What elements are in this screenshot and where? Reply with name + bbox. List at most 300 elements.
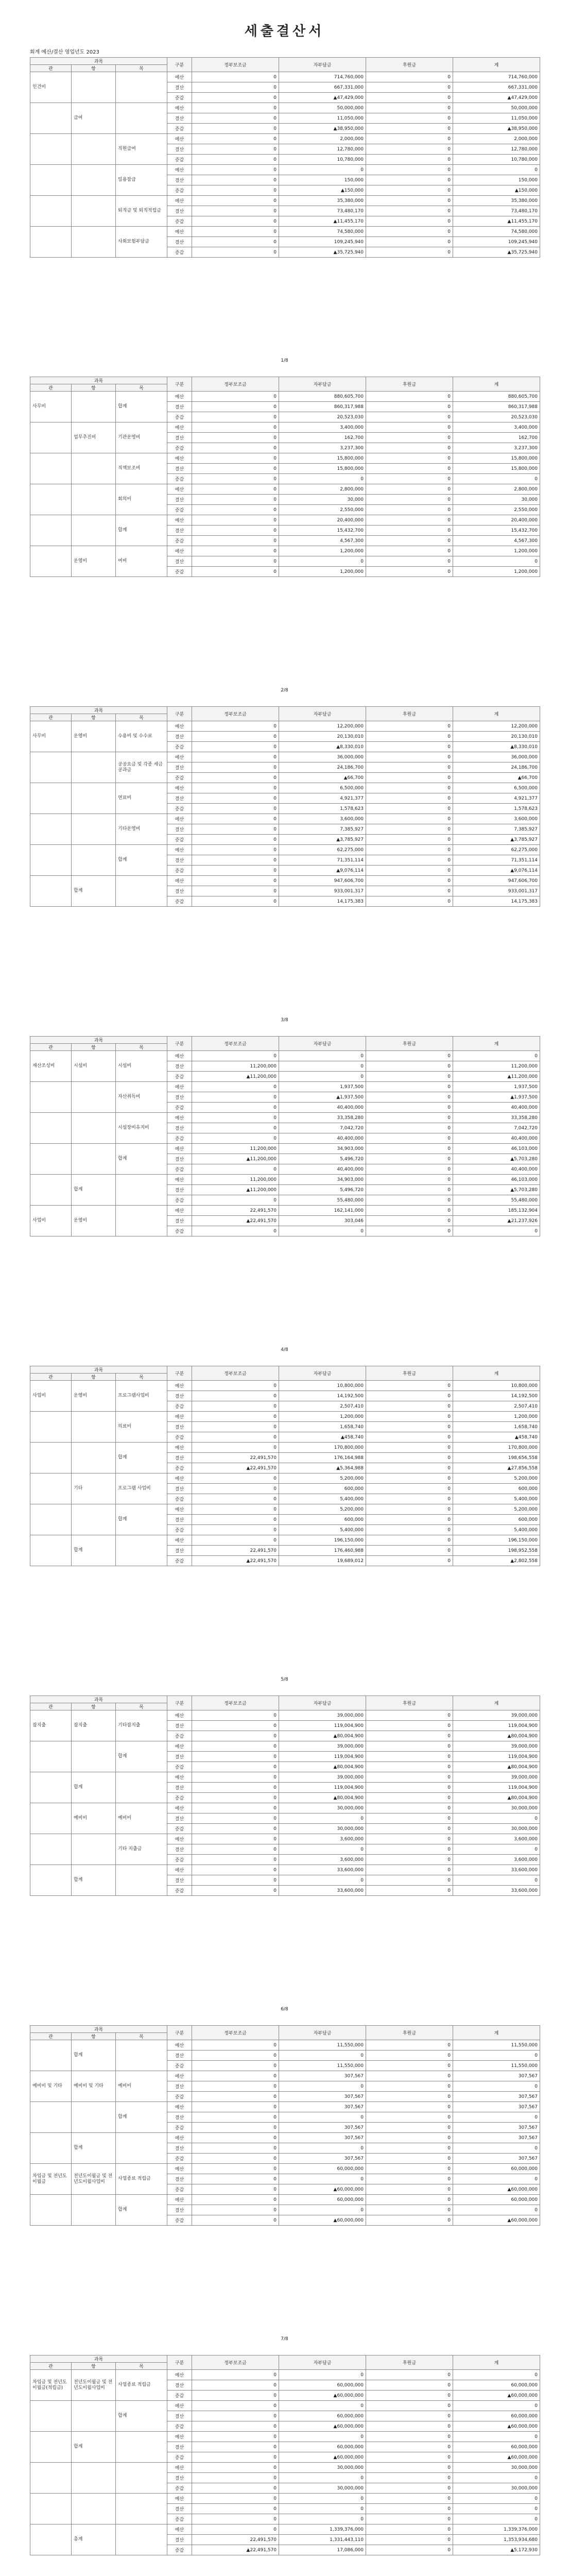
amount-cell: 2,550,000 [453,505,540,515]
amount-cell: 0 [279,474,366,484]
amount-cell: 0 [279,2432,366,2442]
row-kind: 결산 [167,2473,192,2483]
statement-page [0,1696,569,2025]
amount-cell: 30,000,000 [279,1824,366,1834]
amount-cell: 0 [366,433,453,443]
row-kwan [30,546,72,577]
amount-cell: 0 [192,845,279,855]
amount-cell: 0 [279,2514,366,2524]
header-group: 과목 [30,1366,167,1374]
amount-cell: 0 [453,1875,540,1886]
amount-cell: 1,200,000 [279,546,366,556]
amount-cell: 2,800,000 [453,484,540,495]
amount-cell: 196,150,000 [279,1535,366,1546]
row-mok [116,1535,167,1566]
row-kind: 예산 [167,1535,192,1546]
amount-cell: 119,004,900 [453,1721,540,1731]
amount-cell: 0 [366,793,453,804]
statement-page [0,1036,569,1366]
amount-cell: 0 [366,1834,453,1844]
amount-cell: 0 [453,2504,540,2514]
amount-cell: 0 [279,2050,366,2061]
amount-cell: 6,500,000 [279,783,366,793]
table-row [30,2164,540,2174]
amount-cell: 0 [366,1154,453,1164]
row-mok: 퇴직금 및 퇴직적립금 [116,196,167,227]
amount-cell: 667,331,000 [279,82,366,93]
amount-cell: 0 [366,866,453,876]
amount-cell: 5,200,000 [279,1504,366,1515]
amount-cell: 50,000,000 [279,103,366,113]
amount-cell: 60,000,000 [279,2380,366,2391]
amount-cell: 0 [366,835,453,845]
row-kwan [30,2524,72,2555]
row-mok [116,2463,167,2494]
row-kwan [30,227,72,258]
row-kind: 결산 [167,556,192,567]
amount-cell: 0 [192,1443,279,1453]
amount-cell: 15,800,000 [453,464,540,474]
amount-cell: 60,000,000 [279,2195,366,2205]
amount-cell: 0 [366,1422,453,1432]
amount-cell: ▲1,937,500 [453,1092,540,1103]
row-kwan [30,1113,72,1144]
row-hang [72,196,116,227]
amount-cell: 0 [192,1741,279,1752]
amount-cell: 0 [192,752,279,762]
amount-cell: 50,000,000 [453,103,540,113]
amount-cell: 22,491,570 [192,1206,279,1216]
header-hang: 항 [72,2363,116,2370]
statement-page [0,57,569,377]
row-kind: 증감 [167,835,192,845]
amount-cell: 0 [366,556,453,567]
header-group: 과목 [30,58,167,65]
row-kwan: 재산조성비 [30,1051,72,1082]
row-kwan [30,845,72,876]
amount-cell: 0 [192,144,279,155]
row-kind: 증감 [167,1072,192,1082]
amount-cell: 0 [192,773,279,783]
amount-cell: 0 [366,1463,453,1473]
amount-cell: 7,042,720 [279,1123,366,1133]
amount-cell: ▲60,000,000 [453,2421,540,2432]
amount-cell: ▲47,429,000 [453,93,540,103]
row-kwan [30,2102,72,2133]
table-row [30,2040,540,2050]
amount-cell: 0 [192,1401,279,1412]
row-kind: 결산 [167,1721,192,1731]
amount-cell: 74,580,000 [279,227,366,237]
table-row [30,2133,540,2143]
amount-cell: 0 [192,1484,279,1494]
amount-cell: 34,903,000 [279,1175,366,1185]
amount-cell: ▲60,000,000 [279,2215,366,2226]
amount-cell: ▲1,937,500 [279,1092,366,1103]
amount-cell: ▲60,000,000 [453,2184,540,2195]
amount-cell: 0 [192,2133,279,2143]
amount-cell: 40,400,000 [453,1164,540,1175]
row-hang [72,1412,116,1443]
row-kind: 예산 [167,1803,192,1814]
row-kwan [30,2432,72,2463]
amount-cell: 0 [279,1061,366,1072]
amount-cell: ▲60,000,000 [279,2452,366,2463]
amount-cell: 0 [192,721,279,732]
row-kind: 증감 [167,773,192,783]
amount-cell: 0 [192,196,279,206]
amount-cell: 11,050,000 [279,113,366,124]
amount-cell: 0 [453,2432,540,2442]
amount-cell: 0 [366,1710,453,1721]
row-kind: 결산 [167,1422,192,1432]
amount-cell: 0 [453,1814,540,1824]
table-row [30,1710,540,1721]
header-jaboodam: 자부담금 [279,1037,366,1051]
row-hang [72,2195,116,2226]
amount-cell: 0 [453,2370,540,2380]
row-mok [116,2133,167,2164]
table-row [30,1412,540,1422]
row-kind: 예산 [167,392,192,402]
row-mok: 직책보조비 [116,453,167,484]
row-kind: 예산 [167,103,192,113]
amount-cell: 0 [366,1082,453,1092]
amount-cell: 0 [366,2112,453,2123]
amount-cell: ▲11,200,000 [192,1154,279,1164]
amount-cell: 947,606,700 [279,876,366,886]
amount-cell: ▲80,004,900 [453,1793,540,1803]
row-kind: 예산 [167,1082,192,1092]
amount-cell: 0 [192,165,279,175]
row-mok: 사회보험부담금 [116,227,167,258]
amount-cell: 30,000,000 [279,2483,366,2494]
amount-cell: ▲5,172,930 [453,2545,540,2555]
amount-cell: 0 [366,484,453,495]
header-jeongbu: 정부보조금 [192,2026,279,2040]
amount-cell: 0 [192,1473,279,1484]
amount-cell: 0 [366,82,453,93]
amount-cell: 0 [192,422,279,433]
amount-cell: 11,550,000 [279,2061,366,2071]
amount-cell: 0 [366,1401,453,1412]
amount-cell: 0 [192,93,279,103]
amount-cell: 0 [192,835,279,845]
row-mok [116,2494,167,2524]
amount-cell: 0 [366,2442,453,2452]
table-row [30,2401,540,2411]
row-kind: 예산 [167,2524,192,2535]
header-gubun: 구분 [167,377,192,392]
amount-cell: 22,491,570 [192,1453,279,1463]
row-kind: 결산 [167,2050,192,2061]
amount-cell: 0 [366,773,453,783]
row-hang: 합계 [72,2040,116,2071]
row-mok [116,876,167,907]
row-mok: 시설장비유지비 [116,1113,167,1144]
header-kwan: 관 [30,384,72,392]
amount-cell: 0 [192,1731,279,1741]
page-number: 4/8 [281,1347,288,1352]
amount-cell: 0 [279,165,366,175]
amount-cell: 1,658,740 [453,1422,540,1432]
row-kind: 예산 [167,453,192,464]
amount-cell: 0 [192,762,279,773]
row-kind: 예산 [167,546,192,556]
amount-cell: 73,480,170 [279,206,366,216]
row-kind: 결산 [167,526,192,536]
row-kind: 예산 [167,484,192,495]
amount-cell: 0 [192,1226,279,1236]
amount-cell: 55,480,000 [279,1195,366,1206]
amount-cell: 0 [192,2143,279,2154]
amount-cell: 3,600,000 [279,814,366,824]
amount-cell: ▲38,950,000 [279,124,366,134]
table-row [30,1834,540,1844]
row-hang: 합계 [72,1772,116,1803]
amount-cell: 20,523,030 [453,412,540,422]
row-kwan: 인건비 [30,72,72,103]
header-mok: 목 [116,1374,167,1381]
amount-cell: 11,050,000 [453,113,540,124]
amount-cell: 24,186,700 [279,762,366,773]
header-hang: 항 [72,1044,116,1051]
row-kind: 결산 [167,824,192,835]
amount-cell: 5,200,000 [453,1504,540,1515]
amount-cell: 0 [192,1082,279,1092]
amount-cell: 0 [366,2380,453,2391]
table-row [30,1803,540,1814]
row-hang: 예비비 [72,1803,116,1834]
amount-cell: 11,200,000 [192,1061,279,1072]
amount-cell: 20,130,010 [453,732,540,742]
amount-cell: ▲60,000,000 [279,2421,366,2432]
amount-cell: 0 [192,1391,279,1401]
statement-page [0,377,569,706]
row-kind: 예산 [167,845,192,855]
amount-cell: 0 [192,453,279,464]
amount-cell: 0 [366,113,453,124]
amount-cell: 20,130,010 [279,732,366,742]
row-kind: 결산 [167,1515,192,1525]
amount-cell: 667,331,000 [453,82,540,93]
amount-cell: 0 [192,464,279,474]
row-mok: 합계 [116,1443,167,1473]
row-mok: 기타잡지출 [116,1710,167,1741]
amount-cell: 0 [192,402,279,412]
amount-cell: 0 [192,1164,279,1175]
row-kind: 증감 [167,185,192,196]
row-mok: 합계 [116,515,167,546]
row-kwan [30,1741,72,1772]
amount-cell: 0 [192,1525,279,1535]
row-kwan [30,752,72,783]
amount-cell: 33,600,000 [453,1886,540,1896]
header-huwongum: 후원금 [366,2026,453,2040]
amount-cell: 0 [192,1103,279,1113]
amount-cell: 0 [366,1113,453,1123]
amount-cell: 0 [366,2432,453,2442]
header-mok: 목 [116,1703,167,1710]
amount-cell: 109,245,940 [279,237,366,247]
amount-cell: 39,000,000 [279,1710,366,1721]
amount-cell: 0 [366,1721,453,1731]
row-hang: 업무추진비 [72,422,116,453]
row-hang [72,72,116,103]
table-row [30,103,540,113]
amount-cell: 0 [366,2504,453,2514]
amount-cell: 30,000,000 [453,1824,540,1834]
amount-cell: 0 [192,1772,279,1783]
table-row [30,783,540,793]
amount-cell: 0 [366,2421,453,2432]
amount-cell: 0 [366,2483,453,2494]
row-kind: 증감 [167,1463,192,1473]
header-jaboodam: 자부담금 [279,2026,366,2040]
row-hang: 운영비 [72,1381,116,1412]
row-mok: 시설비 [116,1051,167,1082]
amount-cell: 0 [453,1051,540,1061]
amount-cell: 1,339,376,000 [279,2524,366,2535]
row-kind: 증감 [167,1133,192,1144]
amount-cell: 15,432,700 [279,526,366,536]
row-kind: 예산 [167,814,192,824]
row-kind: 예산 [167,1741,192,1752]
page-number: 1/8 [281,358,288,363]
amount-cell: 0 [192,2370,279,2380]
amount-cell: 0 [366,227,453,237]
amount-cell: 14,192,500 [453,1391,540,1401]
row-kind: 예산 [167,1710,192,1721]
amount-cell: 33,358,280 [279,1113,366,1123]
header-jeongbu: 정부보조금 [192,58,279,72]
amount-cell: 0 [192,2524,279,2535]
row-mok: 합계 [116,2195,167,2226]
amount-cell: 7,385,927 [453,824,540,835]
amount-cell: 40,400,000 [279,1103,366,1113]
amount-cell: 119,004,900 [279,1783,366,1793]
amount-cell: 0 [366,1226,453,1236]
amount-cell: 3,600,000 [453,1855,540,1865]
row-kwan: 사무비 [30,721,72,752]
row-hang: 총계 [72,2524,116,2555]
amount-cell: 22,491,570 [192,2535,279,2545]
amount-cell: 0 [192,2421,279,2432]
row-kind: 증감 [167,1494,192,1504]
row-kind: 결산 [167,1154,192,1164]
amount-cell: 30,000,000 [279,1803,366,1814]
amount-cell: 0 [192,2123,279,2133]
row-kind: 증감 [167,2092,192,2102]
row-hang: 예비비 및 기타 [72,2071,116,2102]
row-kind: 결산 [167,793,192,804]
amount-cell: 0 [366,1855,453,1865]
amount-cell: ▲80,004,900 [279,1731,366,1741]
amount-cell: 73,480,170 [453,206,540,216]
amount-cell: 0 [279,2143,366,2154]
amount-cell: 0 [192,866,279,876]
amount-cell: 0 [279,1814,366,1824]
amount-cell: ▲2,802,558 [453,1556,540,1566]
row-hang [72,1443,116,1473]
amount-cell: 0 [192,1803,279,1814]
row-mok [116,1772,167,1803]
amount-cell: 0 [192,814,279,824]
amount-cell: 600,000 [279,1484,366,1494]
amount-cell: 0 [366,1752,453,1762]
amount-cell: 0 [192,2380,279,2391]
row-mok: 기타 지출금 [116,1834,167,1865]
amount-cell: 0 [366,2123,453,2133]
row-kwan [30,134,72,165]
amount-cell: 1,937,500 [453,1082,540,1092]
amount-cell: 0 [366,536,453,546]
table-row [30,196,540,206]
amount-cell: 600,000 [453,1484,540,1494]
amount-cell: 0 [192,2112,279,2123]
amount-cell: 0 [366,783,453,793]
amount-cell: 33,600,000 [279,1886,366,1896]
row-mok: 직원급여 [116,134,167,165]
row-kind: 예산 [167,165,192,175]
amount-cell: 0 [192,536,279,546]
page-number: 3/8 [281,1018,288,1023]
row-kind: 예산 [167,227,192,237]
row-kwan [30,1865,72,1896]
row-hang [72,1113,116,1144]
amount-cell: 0 [366,1195,453,1206]
row-hang [72,484,116,515]
row-hang [72,1082,116,1113]
header-mok: 목 [116,2033,167,2040]
amount-cell: 0 [366,1515,453,1525]
amount-cell: 46,103,000 [453,1144,540,1154]
amount-cell: 0 [192,2442,279,2452]
amount-cell: 0 [366,1412,453,1422]
amount-cell: 185,132,904 [453,1206,540,1216]
row-kind: 예산 [167,721,192,732]
row-kind: 증감 [167,2184,192,2195]
row-hang [72,752,116,783]
row-hang [72,783,116,814]
row-kind: 예산 [167,1834,192,1844]
amount-cell: 0 [366,2463,453,2473]
amount-cell: ▲80,004,900 [453,1762,540,1772]
amount-cell: 0 [366,103,453,113]
amount-cell: 0 [279,1844,366,1855]
amount-cell: 0 [192,124,279,134]
header-hang: 항 [72,384,116,392]
amount-cell: 1,658,740 [279,1422,366,1432]
row-kind: 예산 [167,515,192,526]
amount-cell: 119,004,900 [453,1783,540,1793]
amount-cell: 0 [366,134,453,144]
amount-cell: 12,780,000 [279,144,366,155]
amount-cell: ▲22,491,570 [192,1556,279,1566]
amount-cell: 0 [192,103,279,113]
amount-cell: 0 [366,474,453,484]
header-mok: 목 [116,384,167,392]
amount-cell: 0 [192,1865,279,1875]
amount-cell: ▲60,000,000 [279,2391,366,2401]
amount-cell: 0 [192,1752,279,1762]
amount-cell: ▲150,000 [279,185,366,196]
amount-cell: 1,200,000 [279,567,366,577]
row-kind: 증감 [167,1556,192,1566]
amount-cell: 0 [192,2092,279,2102]
row-kind: 증감 [167,124,192,134]
amount-cell: 0 [279,2112,366,2123]
